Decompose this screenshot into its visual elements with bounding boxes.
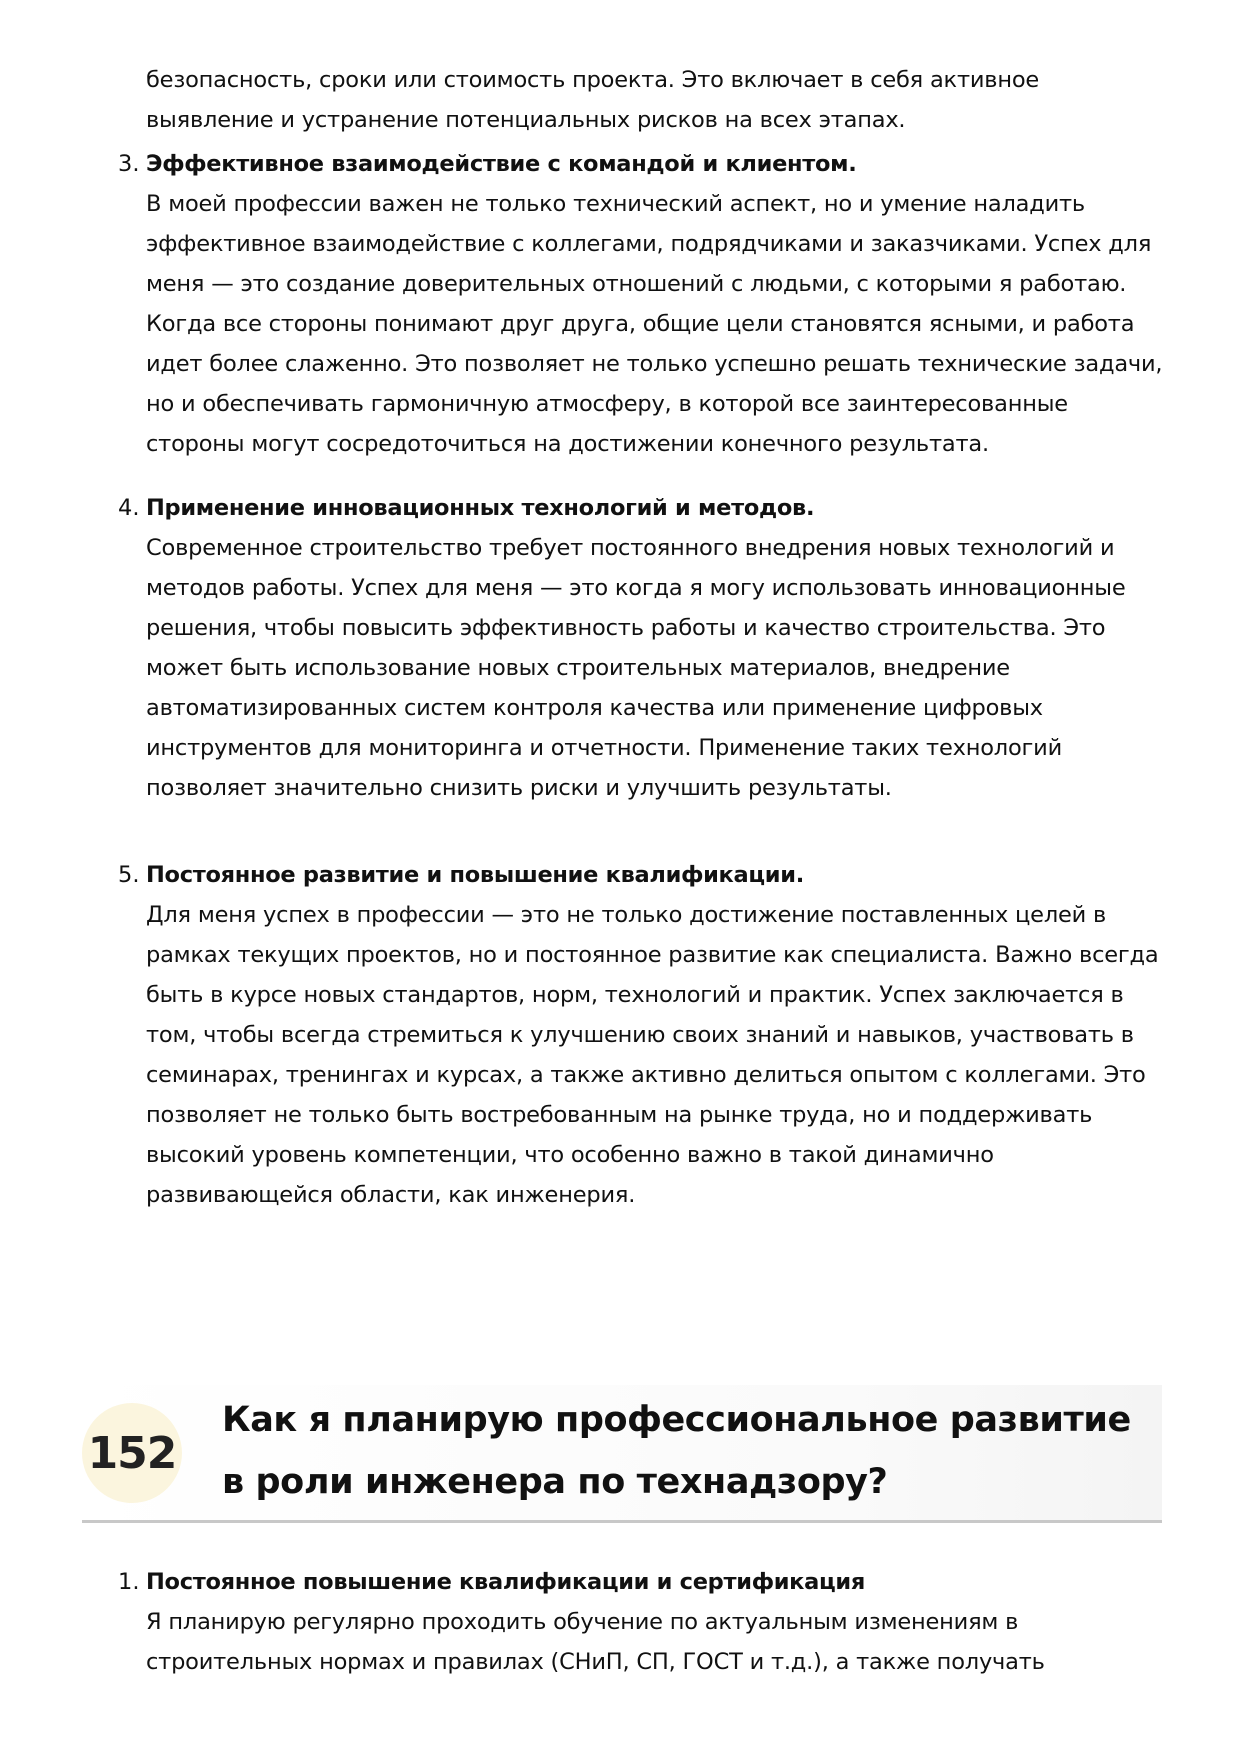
list-item-body: Современное строительство требует постоянного внедрения новых технологий и методов работы. Успех для меня — это когда я могу использовать инновационные решения, чтобы повысить эффективность работы и качество строительства. Это может быть использование новых строительных материалов, внедрение автоматизированных систем контроля качества или применение цифровых инструментов для мониторинга и отчетности. Применение таких технологий позволяет значительно снизить риски и улучшить результаты. (146, 535, 1126, 801)
list-item-heading: Постоянное развитие и повышение квалификации. (146, 862, 804, 888)
list-item-number: 3. (118, 151, 140, 177)
intro-paragraph: безопасность, сроки или стоимость проекта. Это включает в себя активное выявление и устранение потенциальных рисков на всех этапах. (146, 67, 1040, 133)
section-title: Как я планирую профессиональное развитие в роли инженера по технадзору? (222, 1400, 1131, 1502)
list-item-3 (118, 144, 1166, 464)
list-item-heading: Постоянное повышение квалификации и сертификация (146, 1569, 866, 1595)
list-item-number: 5. (118, 862, 140, 888)
list-item-heading: Эффективное взаимодействие с командой и клиентом. (146, 151, 857, 177)
section-number-badge: 152 (82, 1403, 182, 1503)
list-item-number: 4. (118, 495, 140, 521)
list-item-body: Я планирую регулярно проходить обучение по актуальным изменениям в строительных нормах и правилах (СНиП, СП, ГОСТ и т.д.), а также получать (146, 1609, 1045, 1675)
list-item-body: Для меня успех в профессии — это не только достижение поставленных целей в рамках текущих проектов, но и постоянное развитие как специалиста. Важно всегда быть в курсе новых стандартов, норм, технологий и практик. Успех заключается в том, чтобы всегда стремиться к улучшению своих знаний и навыков, участвовать в семинарах, тренингах и курсах, а также активно делиться опытом с коллегами. Это позволяет не только быть востребованным на рынке труда, но и поддерживать высокий уровень компетенции, что особенно важно в такой динамично развивающейся области, как инженерия. (146, 902, 1159, 1208)
list-item-number: 1. (118, 1569, 140, 1595)
list-item-body: В моей профессии важен не только технический аспект, но и умение наладить эффективное взаимодействие с коллегами, подрядчиками и заказчиками. Успех для меня — это создание доверительных отношений с людьми, с которыми я работаю. Когда все стороны понимают друг друга, общие цели становятся ясными, и работа идет более слаженно. Это позволяет не только успешно решать технические задачи, но и обеспечивать гармоничную атмосферу, в которой все заинтересованные стороны могут сосредоточиться на достижении конечного результата. (146, 191, 1163, 457)
section-list-item-1 (118, 1562, 1166, 1682)
list-item-5 (118, 855, 1166, 1215)
list-item-heading: Применение инновационных технологий и методов. (146, 495, 815, 521)
section-header (82, 1385, 1162, 1523)
list-item-4 (118, 488, 1166, 808)
